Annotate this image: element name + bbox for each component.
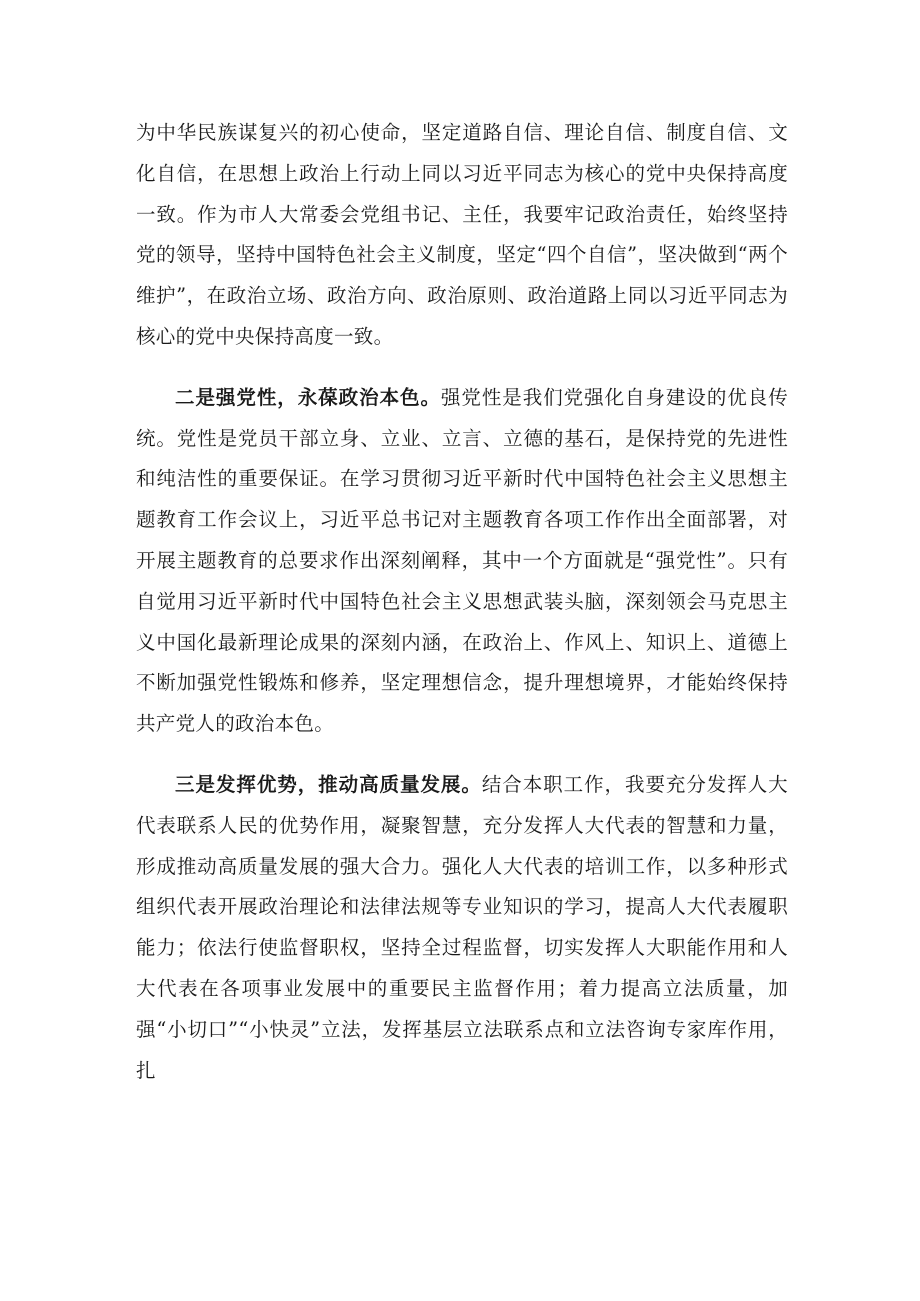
paragraph-strengthen-party-spirit <box>136 378 788 745</box>
document-body <box>136 113 788 1091</box>
paragraph-heading: 三是发挥优势，推动高质量发展。 <box>175 772 482 796</box>
paragraph-continuation <box>136 113 788 358</box>
paragraph-heading: 二是强党性，永葆政治本色。 <box>175 385 441 409</box>
paragraph-text: 结合本职工作，我要充分发挥人大代表联系人民的优势作用，凝聚智慧，充分发挥人大代表的智慧和力量，形成推动高质量发展的强大合力。强化人大代表的培训工作，以多种形式组织代表开展政治理论和法律法规等专业知识的学习，提高人大代表履职能力；依法行使监督职权，坚持全过程监督，切实发挥人大职能作用和人大代表在各项事业发展中的重要民主监督作用；着力提高立法质量，加强“小切口”“小快灵”立法，发挥基层立法联系点和立法咨询专家库作用，扎 <box>136 772 788 1082</box>
paragraph-text: 强党性是我们党强化自身建设的优良传统。党性是党员干部立身、立业、立言、立德的基石，是保持党的先进性和纯洁性的重要保证。在学习贯彻习近平新时代中国特色社会主义思想主题教育工作会议上，习近平总书记对主题教育各项工作作出全面部署，对开展主题教育的总要求作出深刻阐释，其中一个方面就是“强党性”。只有自觉用习近平新时代中国特色社会主义思想武装头脑，深刻领会马克思主义中国化最新理论成果的深刻内涵，在政治上、作风上、知识上、道德上不断加强党性锻炼和修养，坚定理想信念，提升理想境界，才能始终保持共产党人的政治本色。 <box>136 385 788 736</box>
paragraph-text: 为中华民族谋复兴的初心使命，坚定道路自信、理论自信、制度自信、文化自信，在思想上政治上行动上同以习近平同志为核心的党中央保持高度一致。作为市人大常委会党组书记、主任，我要牢记政治责任，始终坚持党的领导，坚持中国特色社会主义制度，坚定“四个自信”，坚决做到“两个维护”，在政治立场、政治方向、政治原则、政治道路上同以习近平同志为核心的党中央保持高度一致。 <box>136 121 788 348</box>
paragraph-leverage-advantages <box>136 765 788 1091</box>
